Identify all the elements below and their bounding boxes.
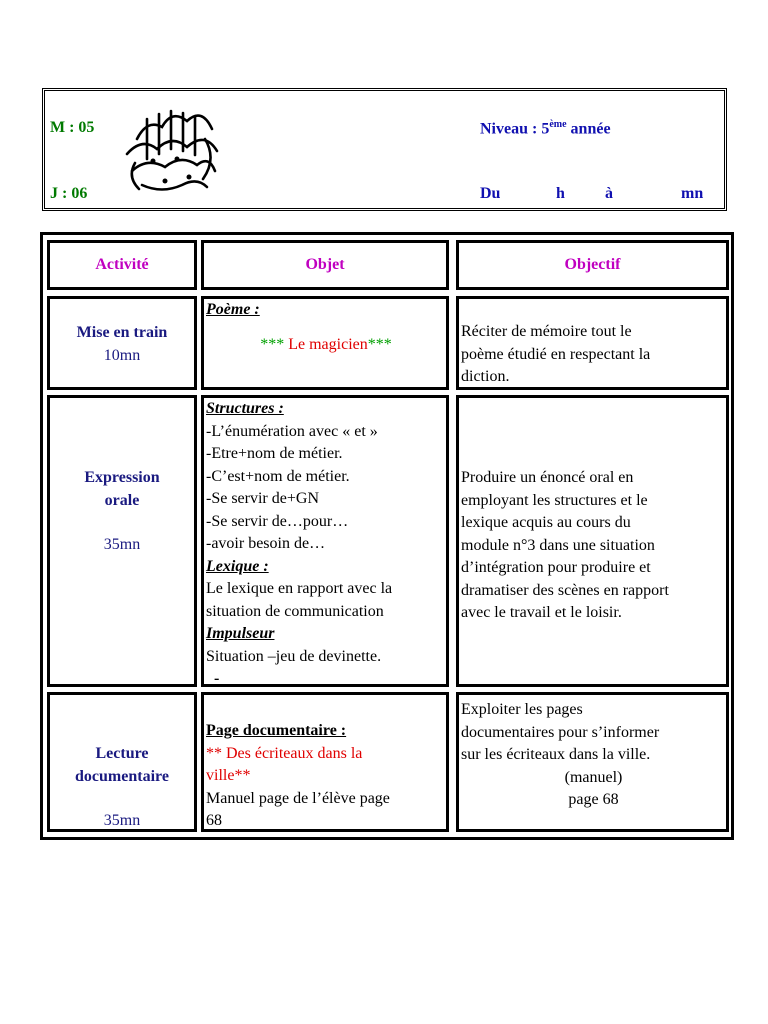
header-activite: Activité — [47, 240, 197, 290]
objectif-row1: Réciter de mémoire tout le poème étudié en respectant la diction. — [456, 296, 729, 390]
objectif-row2: Produire un énoncé oral en employant les structures et le lexique acquis au cours du module n°3 dans une situation d’intégration pour produire et dramatiser des scènes en rapport avec le travail et le loisir. — [456, 395, 729, 687]
objet-structures: Structures : -L’énumération avec « et » -Etre+nom de métier. -C’est+nom de métier. -Se servir de+GN -Se servir de…pour… -avoir besoin de… Lexique : Le lexique en rapport avec la situation de communication Impulseur Situation –jeu de devinette. - — [201, 395, 449, 687]
activity-lecture-documentaire: Lecture documentaire 35mn — [47, 692, 197, 832]
hour-label: h — [556, 185, 565, 202]
activity-expression-orale: Expression orale 35mn — [47, 395, 197, 687]
objectif-row3: Exploiter les pages documentaires pour s’informer sur les écriteaux dans la ville. (manuel) page 68 — [456, 692, 729, 832]
a-label: à — [605, 185, 613, 202]
header-box — [42, 88, 727, 211]
lesson-table — [40, 232, 734, 840]
niveau-label: Niveau : 5ème année — [480, 119, 611, 138]
mn-label: mn — [681, 185, 704, 202]
objet-poeme: Poème : *** Le magicien*** — [201, 296, 449, 390]
basmala-calligraphy-icon — [117, 99, 225, 197]
day-label: J : 06 — [50, 185, 88, 202]
activity-mise-en-train: Mise en train 10mn — [47, 296, 197, 390]
header-objectif: Objectif — [456, 240, 729, 290]
objet-page-documentaire: Page documentaire : ** Des écriteaux dans la ville** Manuel page de l’élève page 68 — [201, 692, 449, 832]
header-objet: Objet — [201, 240, 449, 290]
module-label: M : 05 — [50, 119, 95, 136]
poem-title: *** Le magicien*** — [260, 335, 392, 353]
du-label: Du — [480, 185, 501, 202]
